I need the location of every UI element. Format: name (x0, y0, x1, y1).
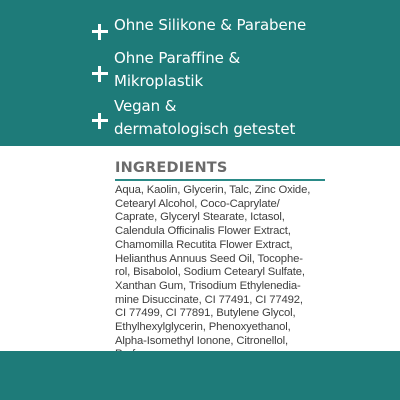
plus-icon (91, 23, 109, 41)
ingredients-line: Helianthus Annuus Seed Oil, Tocophe- (115, 252, 303, 265)
ingredients-list (115, 184, 325, 362)
ingredients-line: Ethylhexylglycerin, Phenoxyethanol, (115, 321, 291, 334)
ingredients-line: Aqua, Kaolin, Glycerin, Talc, Zinc Oxide, (115, 184, 311, 196)
ingredients-line: Cetearyl Alcohol, Coco-Caprylate/ (115, 197, 280, 210)
ingredients-title: INGREDIENTS (115, 160, 228, 176)
plus-icon (91, 112, 109, 130)
ingredients-line: Chamomilla Recutita Flower Extract, (115, 238, 293, 251)
ingredients-line: Calendula Officinalis Flower Extract, (115, 225, 291, 238)
ingredients-line: CI 77499, CI 77891, Butylene Glycol, (115, 307, 296, 320)
title-underline (115, 179, 325, 181)
benefit-line: dermatologisch getestet (114, 120, 296, 138)
benefit-text (114, 47, 400, 93)
ingredients-line: mine Disuccinate, CI 77491, CI 77492, (115, 293, 303, 306)
benefit-text (114, 14, 400, 37)
bottom-band (0, 351, 400, 400)
plus-icon (91, 65, 109, 83)
ingredients-line: rol, Bisabolol, Sodium Cetearyl Sulfate, (115, 266, 305, 279)
benefit-line: Ohne Paraffine & (114, 49, 241, 67)
benefits-band (0, 0, 400, 146)
benefit-line: Mikroplastik (114, 72, 204, 90)
benefit-line: Vegan & (114, 97, 177, 115)
benefit-text (114, 95, 400, 141)
ingredients-line: Caprate, Glyceryl Stearate, Ictasol, (115, 211, 285, 224)
ingredients-line: Alpha-Isomethyl Ionone, Citronellol, (115, 334, 288, 347)
ingredients-line: Xanthan Gum, Trisodium Ethylenedia- (115, 279, 301, 292)
benefit-line: Ohne Silikone & Parabene (114, 16, 307, 34)
